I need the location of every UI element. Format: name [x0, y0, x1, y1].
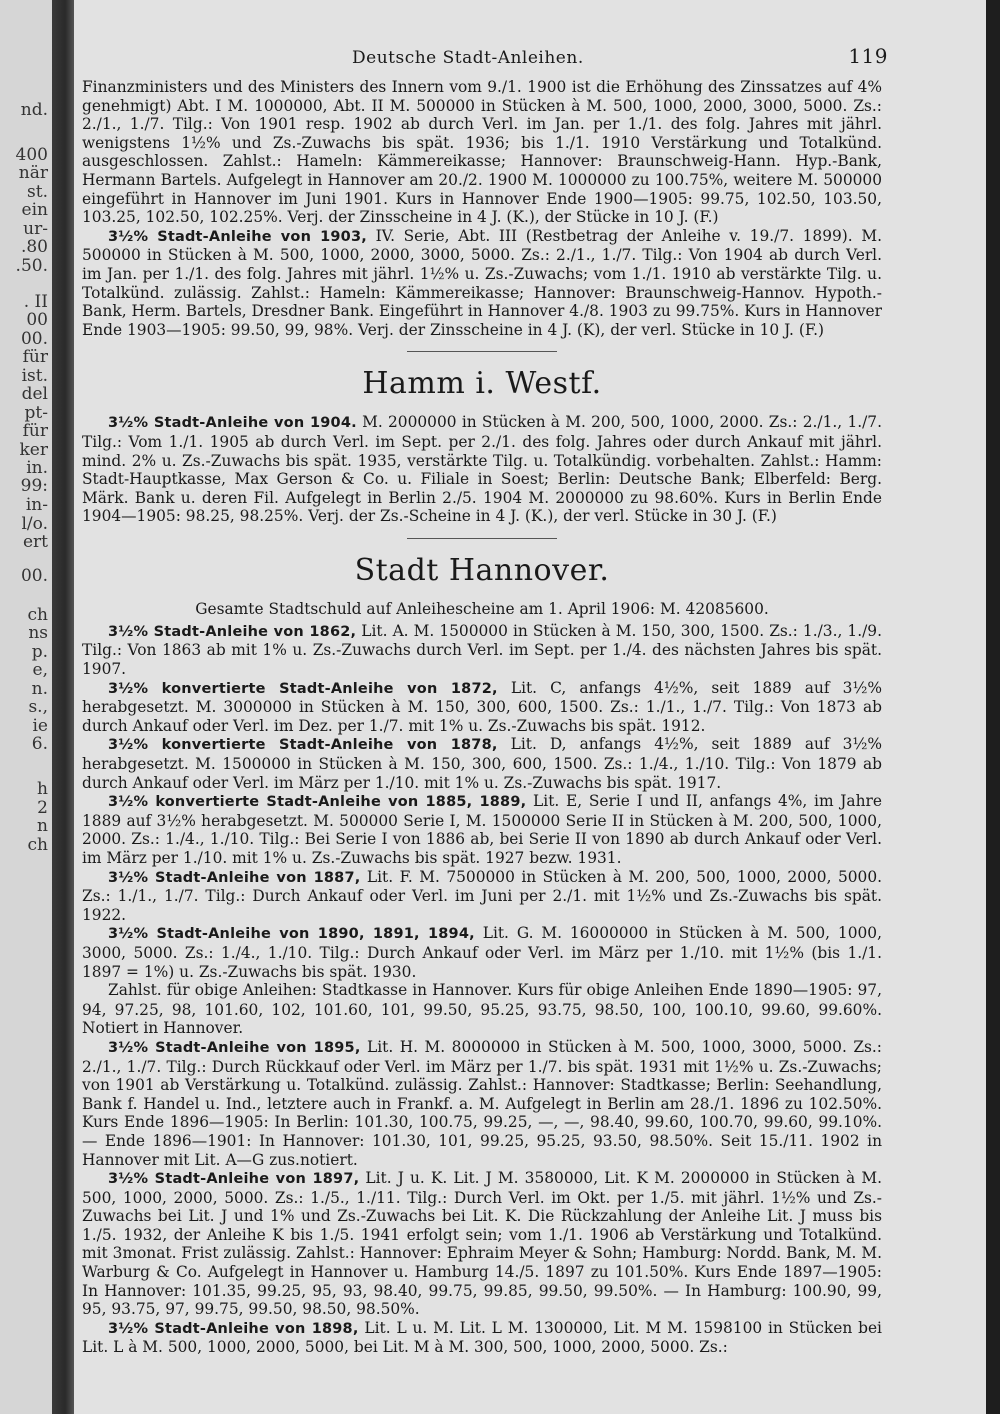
left-page-fragment: 6. — [31, 734, 48, 754]
paragraph — [82, 868, 882, 925]
paragraph — [82, 735, 882, 792]
left-page-sliver — [0, 0, 52, 1414]
paragraph-text: Lit. E, Serie I und II, anfangs 4%, im Jahre 1889 auf 3½% herabgesetzt. M. 500000 Serie I, M. 1500000 Serie II in Stücken à M. 200, 500, 1000, 2000. Zs.: 1./4., 1./10. Tilg.: Bei Serie I von 1886 ab, bei Serie II von 1890 ab durch Ankauf oder Verl. im März per 1./10. mit 1% u. Zs.-Zuwachs bis spät. 1927 bezw. 1931. — [82, 792, 882, 867]
left-page-fragment: 99: — [20, 476, 48, 496]
bond-heading: 3½% konvertierte Stadt-Anleihe von 1878, — [108, 737, 498, 754]
left-page-fragment: p. — [31, 642, 48, 662]
paragraph — [82, 227, 882, 340]
left-page-fragment: när — [18, 163, 48, 183]
paragraph-text: Lit. A. M. 1500000 in Stücken à M. 150, 300, 1500. Zs.: 1./3., 1./9. Tilg.: Von 1863 ab mit 1% u. Zs.-Zuwachs durch Verl. im Sept. per 1./4. des nächsten Jahres bis spät. 1907. — [82, 621, 882, 679]
left-page-fragment: ns — [28, 623, 48, 643]
paragraph — [82, 981, 882, 1038]
paragraph — [82, 924, 882, 981]
paragraph-text: Lit. C, anfangs 4½%, seit 1889 auf 3½% herabgesetzt. M. 3000000 in Stücken à M. 150, 300, 600, 1500. Zs.: 1./1., 1./7. Tilg.: Von 1873 ab durch Ankauf oder Verl. im Dez. per 1./7. mit 1% u. Zs.-Zuwachs bis spät. 1912. — [82, 678, 882, 735]
hamm-section — [82, 413, 882, 526]
left-page-fragment: nd. — [20, 100, 48, 120]
section-divider — [407, 538, 557, 539]
left-page-fragment: 00. — [20, 566, 48, 586]
left-page-fragment: s., — [28, 697, 48, 717]
left-page-fragment: n — [37, 816, 48, 836]
running-head-title: Deutsche Stadt-Anleihen. — [352, 48, 584, 68]
paragraph — [82, 1038, 882, 1169]
left-page-fragment: l/o. — [21, 514, 48, 534]
bond-heading: 3½% Stadt-Anleihe von 1903, — [108, 228, 367, 245]
intro-section — [82, 78, 882, 339]
left-page-fragment: ch — [27, 605, 48, 625]
section-divider — [407, 351, 557, 352]
section-heading-hannover: Stadt Hannover. — [354, 552, 610, 588]
left-page-fragment: ie — [32, 716, 48, 736]
paragraph-text: M. 2000000 in Stücken à M. 200, 500, 1000, 2000. Zs.: 2./1., 1./7. Tilg.: Vom 1./1. 1905 ab durch Verl. im Sept. per 2./1. des folg. Jahres oder durch Ankauf mit jährl. mind. 2% u. Zs.-Zuwachs bis spät. 1935, verstärkte Tilg. u. Totalkündig. vorbehalten. Zahlst.: Hamm: Stadt-Hauptkasse, Max Gerson & Co. u. Filiale in Soest; Berlin: Deutsche Bank; Elberfeld: Berg. Märk. Bank u. deren Fil. Aufgelegt in Berlin 2./5. 1904 M. 2000000 zu 98.60%. Kurs in Berlin Ende 1904—1905: 98.25, 98.25%. Verj. der Zs.-Scheine in 4 J. (K.), der verl. Stücke in 30 J. (F.) — [82, 413, 882, 526]
paragraph — [82, 1169, 882, 1319]
left-page-fragment: für — [22, 347, 48, 367]
left-page-fragment: ist. — [21, 366, 48, 386]
left-page-fragment: ur- — [23, 219, 48, 239]
paragraph — [82, 622, 882, 679]
paragraph-text: Lit. F. M. 7500000 in Stücken à M. 200, 500, 1000, 2000, 5000. Zs.: 1./1., 1./7. Tilg.: Durch Ankauf oder Verl. im Juni per 2./1. mit 1½% und Zs.-Zuwachs bis spät. 1922. — [82, 867, 883, 924]
bond-heading: 3½% konvertierte Stadt-Anleihe von 1872, — [108, 680, 498, 697]
left-page-fragment: e, — [32, 660, 48, 680]
left-page-fragment: ker — [19, 440, 48, 460]
paragraph — [82, 78, 882, 227]
left-page-fragment: n. — [31, 679, 48, 699]
left-page-fragment: ein — [21, 200, 48, 220]
section-subtitle: Gesamte Stadtschuld auf Anleihescheine am 1. April 1906: M. 42085600. — [195, 599, 769, 618]
section-heading-hamm: Hamm i. Westf. — [362, 366, 602, 402]
left-page-fragment: 00. — [20, 329, 48, 349]
hannover-section — [82, 622, 882, 1357]
paragraph-text: Finanzministers und des Ministers des Innern vom 9./1. 1900 ist die Erhöhung des Zinssatzes auf 4% genehmigt) Abt. I M. 1000000, Abt. II M. 500000 in Stücken à M. 500, 1000, 2000, 3000, 5000. Zs.: 2./1., 1./7. Tilg.: Von 1901 resp. 1902 ab durch Verl. im Jan. per 1./1. des folg. Jahres mit jährl. wenigstens 1½% und Zs.-Zuwachs bis spät. 1936; bis 1./1. 1910 Verstärkung und Totalkünd. ausgeschlossen. Zahlst.: Hameln: Kämmereikasse; Hannover: Braunschweig-Hann. Hyp.-Bank, Hermann Bartels. Aufgelegt in Hannover am 20./2. 1900 M. 1000000 zu 100.75%, weitere M. 500000 eingeführt in Hannover im Juni 1901. Kurs in Hannover Ende 1900—1905: 99.75, 102.50, 103.50, 103.25, 102.50, 102.25%. Verj. der Zinsscheine in 4 J. (K.), der Stücke in 10 J. (F.) — [82, 78, 882, 227]
left-page-fragment: del — [21, 384, 48, 404]
paragraph — [82, 1319, 882, 1357]
page — [74, 0, 986, 1414]
left-page-fragment: . II — [23, 292, 48, 312]
bond-heading: 3½% Stadt-Anleihe von 1897, — [108, 1171, 360, 1188]
left-page-fragment: ert — [22, 532, 48, 552]
paragraph — [82, 679, 882, 736]
bond-heading: 3½% Stadt-Anleihe von 1862, — [108, 623, 357, 640]
bond-heading: 3½% Stadt-Anleihe von 1898, — [108, 1320, 359, 1337]
paragraph-text: Lit. H. M. 8000000 in Stücken à M. 500, 1000, 3000, 5000. Zs.: 2./1., 1./7. Tilg.: Durch Rückkauf oder Verl. im März per 1./7. bis spät. 1931 mit 1½% u. Zs.-Zuwachs; von 1901 ab Verstärkung u. Totalkünd. zulässig. Zahlst.: Hannover: Stadtkasse; Berlin: Seehandlung, Bank f. Handel u. Ind., letztere auch in Frankf. a. M. Aufgelegt in Berlin am 28./1. 1896 zu 102.50%. Kurs Ende 1896—1905: In Berlin: 101.30, 100.75, 99.25, —, —, 98.40, 99.60, 100.70, 99.60, 99.10%. — Ende 1896—1901: In Hannover: 101.30, 101, 99.25, 95.25, 93.50, 98.50%. Seit 15./11. 1902 in Hannover mit Lit. A—G zus.notiert. — [82, 1037, 882, 1169]
paragraph-text: IV. Serie, Abt. III (Restbetrag der Anleihe v. 19./7. 1899). M. 500000 in Stücken à M. 500, 1000, 2000, 3000, 5000. Zs.: 2./1., 1./7. Tilg.: Von 1904 ab durch Verl. im Jan. per 1./1. des folg. Jahres mit jährl. 1½% u. Zs.-Zuwachs; vom 1./1. 1910 ab verstärkte Tilg. u. Totalkünd. zulässig. Zahlst.: Hameln: Kämmereikasse; Hannover: Braunschweig-Hannov. Hypoth.-Bank, Herm. Bartels, Dresdner Bank. Eingeführt in Hannover 4./8. 1903 zu 99.75%. Kurs in Hannover Ende 1903—1905: 99.50, 99, 98%. Verj. der Zinsscheine in 4 J. (K), der verl. Stücke in 10 J. (F.) — [82, 226, 882, 339]
bond-heading: 3½% Stadt-Anleihe von 1895, — [108, 1039, 361, 1056]
left-page-fragment: 2 — [37, 798, 48, 818]
paragraph-text: Zahlst. für obige Anleihen: Stadtkasse in Hannover. Kurs für obige Anleihen Ende 1890—1905: 97, 94, 97.25, 98, 101.60, 102, 101.60, 101, 99.50, 95.25, 93.75, 98.50, 100, 100.10, 99.60, 99.60%. Notiert in Hannover. — [82, 981, 882, 1038]
left-page-fragment: 400 — [15, 145, 48, 165]
left-page-fragment: .80 — [20, 237, 48, 257]
page-content — [82, 38, 888, 1357]
book-gutter — [52, 0, 74, 1414]
bond-heading: 3½% Stadt-Anleihe von 1890, 1891, 1894, — [108, 926, 475, 943]
left-page-fragment: für — [22, 421, 48, 441]
left-page-fragment: 00 — [26, 310, 48, 330]
paragraph — [82, 792, 882, 867]
left-page-fragment: .50. — [15, 256, 48, 276]
bond-heading: 3½% konvertierte Stadt-Anleihe von 1885, 1889, — [108, 794, 527, 811]
running-head — [82, 38, 888, 78]
left-page-fragment: st. — [27, 182, 48, 202]
paragraph-text: Lit. D, anfangs 4½%, seit 1889 auf 3½% herabgesetzt. M. 1500000 in Stücken à M. 150, 300, 600, 1500. Zs.: 1./4., 1./10. Tilg.: Von 1879 ab durch Ankauf oder Verl. im März per 1./10. mit 1% u. Zs.-Zuwachs bis spät. 1917. — [82, 735, 882, 792]
left-page-fragment: pt- — [24, 403, 48, 423]
left-page-fragment: in- — [25, 495, 48, 515]
left-page-fragment: h — [37, 779, 48, 799]
bond-heading: 3½% Stadt-Anleihe von 1887, — [108, 869, 361, 886]
paragraph — [82, 413, 882, 526]
left-page-fragment: ch — [27, 835, 48, 855]
paragraph-text: Lit. L u. M. Lit. L M. 1300000, Lit. M M. 1598100 in Stücken bei Lit. L à M. 500, 1000, 2000, 5000, bei Lit. M à M. 300, 500, 1000, 2000, 5000. Zs.: — [82, 1318, 882, 1357]
paragraph-text: Lit. J u. K. Lit. J M. 3580000, Lit. K M. 2000000 in Stücken à M. 500, 1000, 2000, 5000. Zs.: 1./5., 1./11. Tilg.: Durch Verl. im Okt. per 1./5. mit jährl. 1½% und Zs.-Zuwachs bei Lit. J und 1% und Zs.-Zuwachs bei Lit. K. Die Rückzahlung der Anleihe Lit. J muss bis 1./5. 1932, der Anleihe K bis 1./5. 1941 erfolgt sein; vom 1./1. 1906 ab Verstärkung und Totalkünd. mit 3monat. Frist zulässig. Zahlst.: Hannover: Ephraim Meyer & Sohn; Hamburg: Nordd. Bank, M. M. Warburg & Co. Aufgelegt in Hannover u. Hamburg 14./5. 1897 zu 101.50%. Kurs Ende 1897—1905: In Hannover: 101.35, 99.25, 95, 93, 98.40, 99.75, 99.85, 99.50, 99.50%. — In Hamburg: 100.90, 99, 95, 93.75, 97, 99.75, 99.50, 98.50, 98.50%. — [82, 1169, 882, 1319]
page-number: 119 — [848, 44, 888, 68]
bond-heading: 3½% Stadt-Anleihe von 1904. — [108, 415, 357, 432]
paragraph-text: Lit. G. M. 16000000 in Stücken à M. 500, 1000, 3000, 5000. Zs.: 1./4., 1./10. Tilg.: Durch Ankauf oder Verl. im März per 1./10. mit 1½% (bis 1./1. 1897 = 1%) u. Zs.-Zuwachs bis spät. 1930. — [82, 924, 882, 981]
left-page-fragment: in. — [26, 458, 48, 478]
